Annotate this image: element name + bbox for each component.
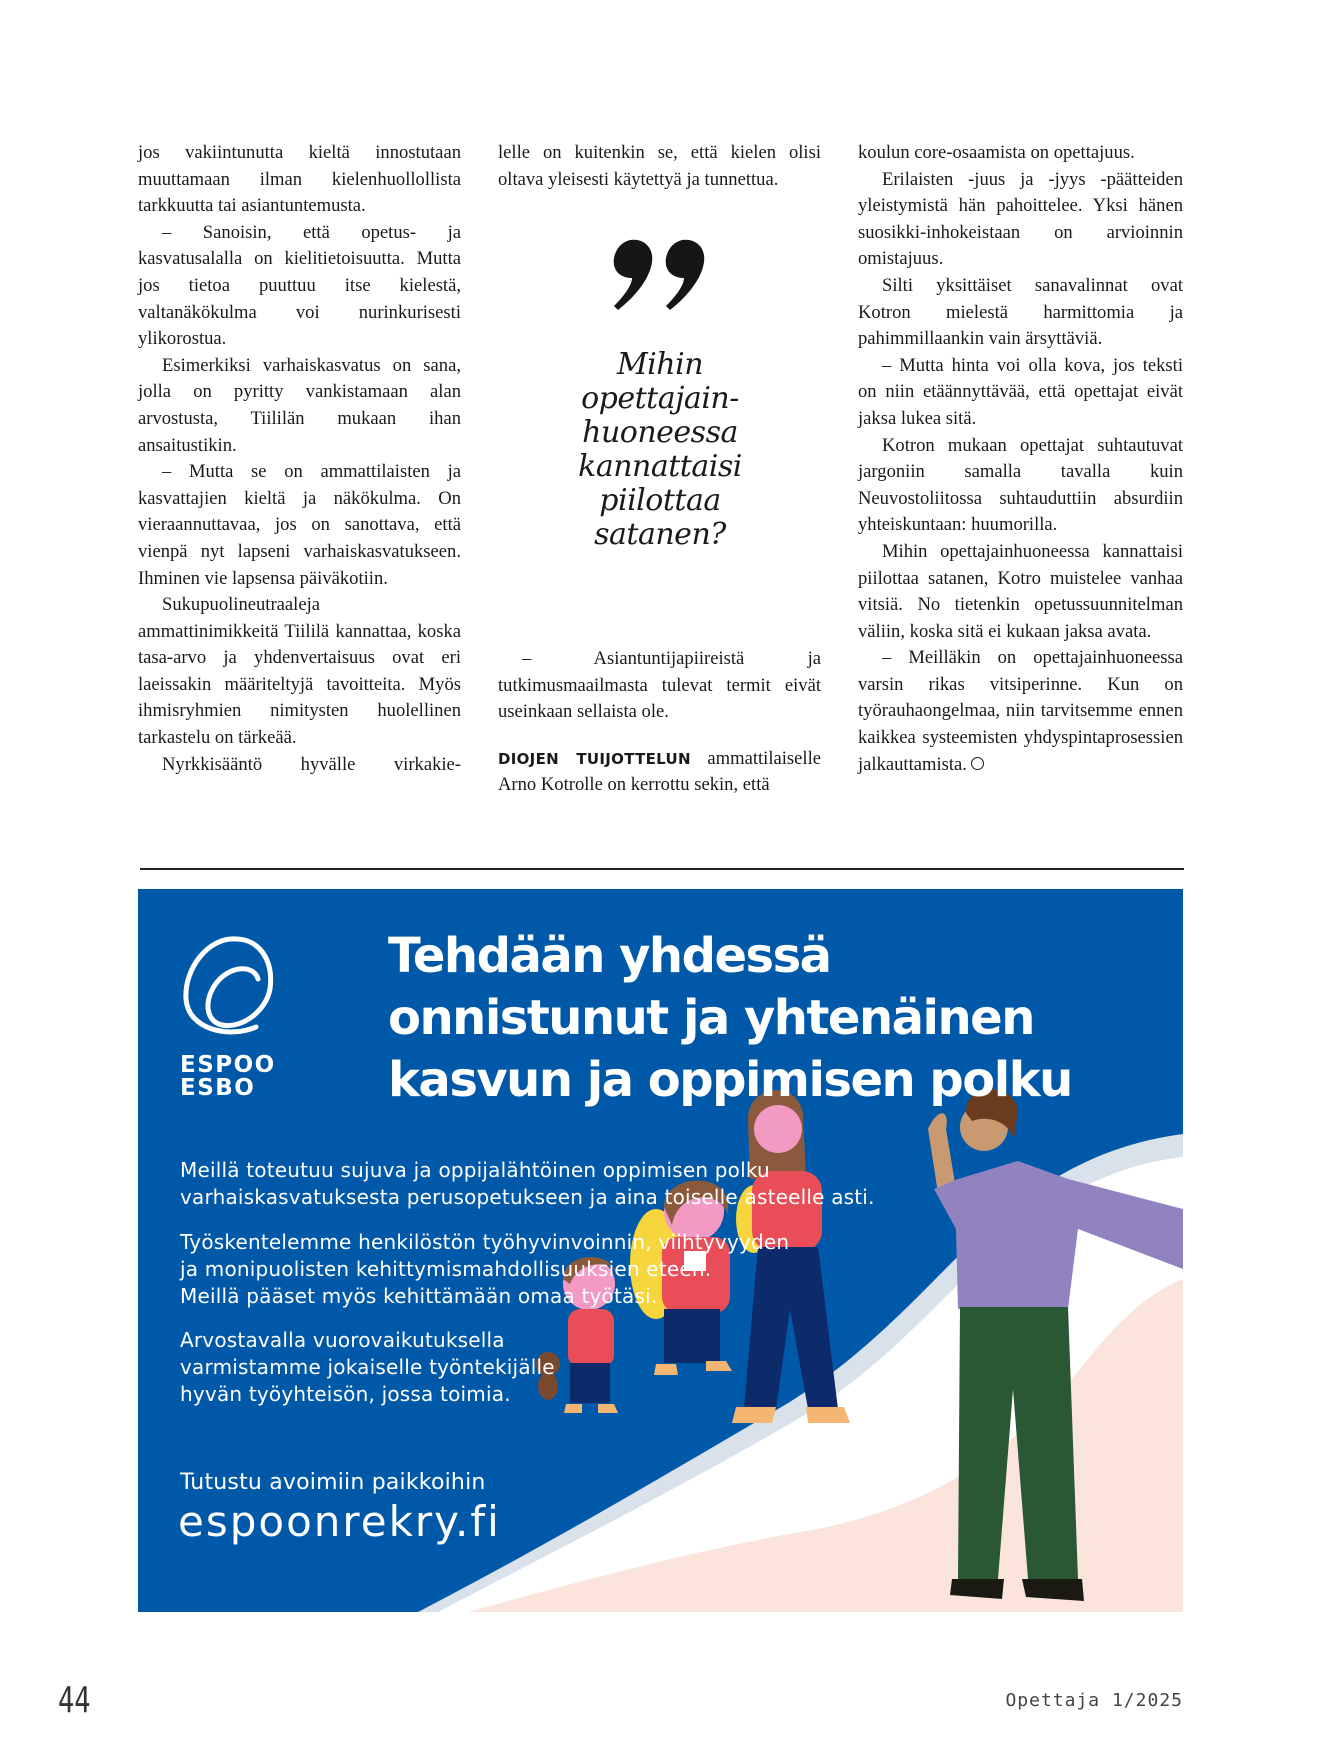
section-divider	[140, 868, 1184, 870]
ad-text-line: varmistamme jokaiselle työntekijälle	[180, 1355, 555, 1379]
espoo-logo-icon	[178, 929, 278, 1049]
pull-quote-line: satanen?	[594, 517, 726, 552]
ad-paragraph-3	[180, 1327, 555, 1408]
issue-label: Opettaja 1/2025	[1005, 1690, 1183, 1711]
logo-line-2: ESBO	[180, 1075, 256, 1101]
paragraph: Nyrkkisääntö hyvälle virkakie-	[162, 753, 461, 775]
pull-quote	[520, 238, 800, 552]
paragraph: jos vakiintunutta kieltä innostutaan muuttamaan ilman kielenhuollollista tarkkuutta tai asiantuntemusta.	[138, 142, 461, 217]
pull-quote-line: opettajain-	[581, 381, 739, 416]
paragraph: Mihin opettajainhuoneessa kannattaisi piilottaa satanen, Kotro muistelee vanhaa vitsiä. No tietenkin opetussuunnitelman väliin, koska sitä ei kukaan jaksa avata.	[858, 540, 1183, 642]
headline-line: kasvun ja oppimisen polku	[388, 1052, 1072, 1108]
ad-paragraph-2	[180, 1229, 789, 1310]
paragraph: – Sanoisin, että opetus- ja kasvatusalalla on kielitietoisuutta. Mutta jos tietoa puuttuu itse kielestä, valtanäkökulma voi nurinkurisesti ylikorostua.	[138, 221, 461, 350]
quote-mark-icon	[610, 238, 710, 318]
espoo-advertisement[interactable]	[138, 889, 1183, 1612]
paragraph: – Mutta hinta voi olla kova, jos teksti on niin etäännyttävää, että opettajat eivät jaksa lukea sitä.	[858, 354, 1183, 429]
headline-line: Tehdään yhdessä	[388, 928, 831, 984]
ad-url-link[interactable]: espoonrekry.fi	[178, 1497, 501, 1546]
headline-line: onnistunut ja yhtenäinen	[388, 990, 1034, 1046]
article-column-3	[858, 140, 1183, 778]
ad-text-line: Meillä toteutuu sujuva ja oppijalähtöinen oppimisen polku	[180, 1158, 770, 1182]
paragraph: – Asiantuntijapiireistä ja tutkimusmaailmasta tulevat termit eivät useinkaan sellaista ole.	[498, 648, 821, 723]
espoo-logo-text	[180, 1054, 276, 1100]
pull-quote-line: piilottaa	[599, 483, 721, 518]
paragraph: Sukupuolineutraaleja ammattinimikkeitä Tiililä kannattaa, koska tasa-arvo ja yhdenvertaisuus ovat eri laeissakin määriteltyjä tavoitteita. Myös ihmisryhmien nimitysten huolellinen tarkastelu on tärkeää.	[138, 594, 461, 749]
paragraph: lelle on kuitenkin se, että kielen olisi oltava yleisesti käytettyä ja tunnettua.	[498, 142, 821, 190]
paragraph: Silti yksittäiset sanavalinnat ovat Kotron mielestä harmittomia ja pahimmillaankin vain ärsyttäviä.	[858, 274, 1183, 350]
ad-text-line: Meillä pääset myös kehittämään omaa työtäsi.	[180, 1284, 658, 1308]
ad-text-line: hyvän työyhteisön, jossa toimia.	[180, 1382, 511, 1406]
article-column-2-top	[498, 140, 821, 193]
ad-headline	[388, 925, 1072, 1111]
paragraph: koulun core-osaamista on opettajuus.	[858, 142, 1135, 163]
pull-quote-line: huoneessa	[582, 415, 738, 450]
paragraph-with-lead	[498, 746, 821, 799]
pull-quote-text	[520, 348, 800, 552]
paragraph: – Mutta se on ammattilaisten ja kasvattajien kieltä ja näkökulma. On vieraannuttavaa, jos on sanottava, että vienpä nyt lapseni varhaiskasvatukseen. Ihminen vie lapsensa päiväkotiin.	[138, 461, 461, 589]
ad-paragraph-1	[180, 1157, 875, 1211]
ad-text-line: Arvostavalla vuorovaikutuksella	[180, 1328, 505, 1352]
paragraph: Erilaisten -juus ja -jyys -päätteiden yleistymistä hän pahoittelee. Yksi hänen suosikki-inhokeistaan on arvioinnin omistajuus.	[858, 168, 1183, 270]
paragraph: Kotron mukaan opettajat suhtautuvat jargoniin samalla tavalla kuin Neuvostoliitossa suhtauduttiin absurdiin yhteiskuntaan: huumorilla.	[858, 434, 1183, 536]
article-column-2-bottom	[498, 646, 821, 799]
paragraph: Esimerkiksi varhaiskasvatus on sana, jolla on pyritty vankistamaan alan arvostusta, Tiililän mukaan ihan ansaitustikin.	[138, 354, 461, 456]
article-column-1	[138, 140, 461, 778]
paragraph-text: ammattilaiselle Arno Kotrolle on kerrottu sekin, että	[498, 747, 821, 796]
paragraph-text: – Meilläkin on opettajainhuoneessa varsin rikas vitsiperinne. Kun on työrauhaongelmaa, niin tarvitsemme ennen kaikkea systeemisten yhdyspintaprosessien jalkauttamista.	[858, 647, 1183, 775]
page-number: 44	[58, 1680, 91, 1721]
paragraph-last	[858, 645, 1183, 778]
pull-quote-line: kannattaisi	[578, 449, 742, 484]
ad-text-line: varhaiskasvatuksesta perusopetukseen ja aina toiselle asteelle asti.	[180, 1185, 875, 1209]
ad-call-to-action: Tutustu avoimiin paikkoihin	[180, 1470, 486, 1495]
ad-text-line: Työskentelemme henkilöstön työhyvinvoinnin, viihtyvyyden	[180, 1230, 790, 1254]
pull-quote-line: Mihin	[616, 347, 704, 382]
lead-in: DIOJEN TUIJOTTELUN	[498, 749, 691, 768]
end-mark-icon	[971, 757, 984, 770]
ad-text-line: ja monipuolisten kehittymismahdollisuuksien eteen.	[180, 1257, 712, 1281]
logo-line-1: ESPOO	[180, 1052, 276, 1078]
